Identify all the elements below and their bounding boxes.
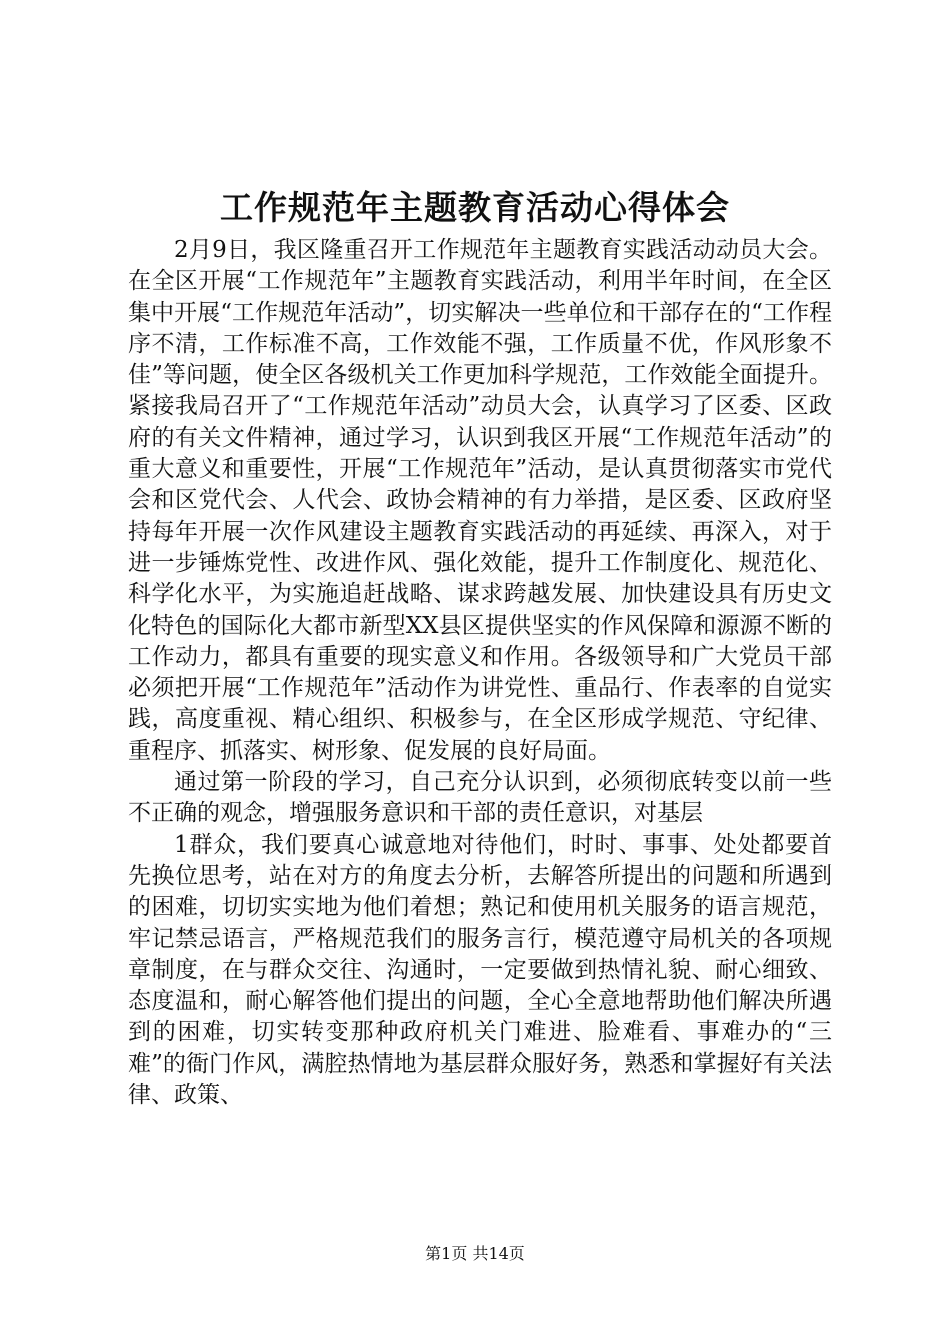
document-body xyxy=(128,235,832,1111)
paragraph: 通过第一阶段的学习，自己充分认识到，必须彻底转变以前一些不正确的观念，增强服务意识和干部的责任意识，对基层 xyxy=(128,769,832,827)
document-title: 工作规范年主题教育活动心得体会 xyxy=(220,188,730,227)
page-number: 第1页 共14页 xyxy=(425,1244,525,1263)
paragraph: 2月9日，我区隆重召开工作规范年主题教育实践活动动员大会。在全区开展“工作规范年”主题教育实践活动，利用半年时间，在全区集中开展“工作规范年活动”，切实解决一些单位和干部存在的“工作程序不清，工作标准不高，工作效能不强，工作质量不优，作风形象不佳”等问题，使全区各级机关工作更加科学规范，工作效能全面提升。紧接我局召开了“工作规范年活动”动员大会，认真学习了区委、区政府的有关文件精神，通过学习，认识到我区开展“工作规范年活动”的重大意义和重要性，开展“工作规范年”活动，是认真贯彻落实市党代会和区党代会、人代会、政协会精神的有力举措，是区委、区政府坚持每年开展一次作风建设主题教育实践活动的再延续、再深入，对于进一步锤炼党性、改进作风、强化效能，提升工作制度化、规范化、科学化水平，为实施追赶战略、谋求跨越发展、加快建设具有历史文化特色的国际化大都市新型XX县区提供坚实的作风保障和源源不断的工作动力，都具有重要的现实意义和作用。各级领导和广大党员干部必须把开展“工作规范年”活动作为讲党性、重品行、作表率的自觉实践，高度重视、精心组织、积极参与，在全区形成学规范、守纪律、重程序、抓落实、树形象、促发展的良好局面。 xyxy=(128,237,832,764)
paragraph: 1群众，我们要真心诚意地对待他们，时时、事事、处处都要首先换位思考，站在对方的角度去分析，去解答所提出的问题和所遇到的困难，切切实实地为他们着想；熟记和使用机关服务的语言规范，牢记禁忌语言，严格规范我们的服务言行，模范遵守局机关的各项规章制度，在与群众交往、沟通时，一定要做到热情礼貌、耐心细致、态度温和，耐心解答他们提出的问题，全心全意地帮助他们解决所遇到的困难，切实转变那种政府机关门难进、脸难看、事难办的“三难”的衙门作风，满腔热情地为基层群众服好务，熟悉和掌握好有关法律、政策、 xyxy=(128,831,832,1109)
page-footer xyxy=(0,1244,950,1264)
